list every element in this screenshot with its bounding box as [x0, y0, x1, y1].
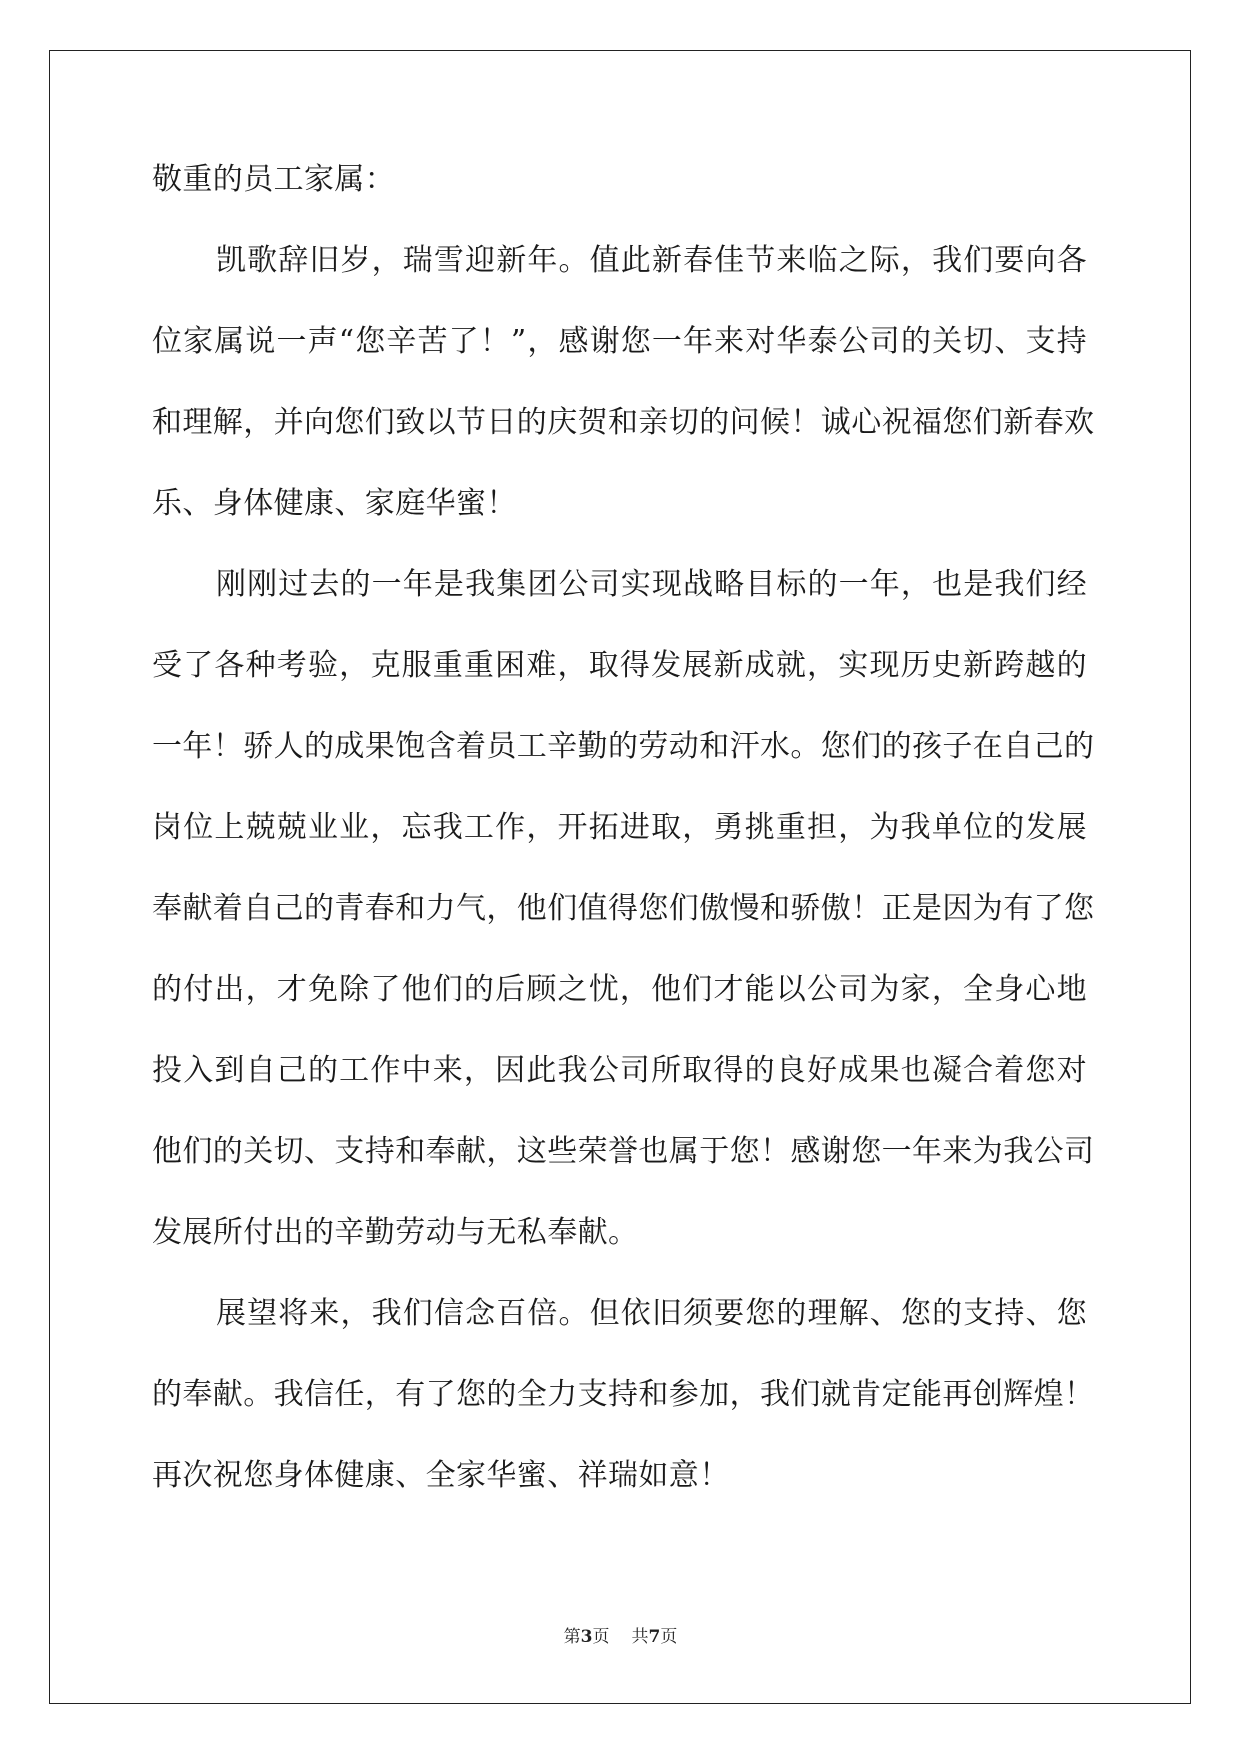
paragraph-1-line-3: 和理解，并向您们致以节日的庆贺和亲切的问候！诚心祝福您们新春欢	[152, 405, 1095, 440]
page-suffix: 页	[592, 1627, 610, 1647]
total-prefix: 共	[631, 1627, 649, 1647]
page-prefix: 第	[563, 1627, 581, 1647]
paragraph-2-line-6: 的付出，才免除了他们的后顾之忧，他们才能以公司为家，全身心地	[152, 972, 1087, 1007]
total-suffix: 页	[660, 1627, 678, 1647]
page-footer	[0, 1626, 1241, 1648]
paragraph-2-line-8: 他们的关切、支持和奉献，这些荣誉也属于您！感谢您一年来为我公司	[152, 1134, 1095, 1169]
paragraph-2-line-4: 岗位上兢兢业业，忘我工作，开拓进取，勇挑重担，为我单位的发展	[152, 810, 1087, 845]
page-number: 3	[580, 1627, 593, 1647]
paragraph-3-line-3: 再次祝您身体健康、全家华蜜、祥瑞如意！	[152, 1458, 730, 1493]
paragraph-2-line-7: 投入到自己的工作中来，因此我公司所取得的良好成果也凝合着您对	[152, 1053, 1087, 1088]
letter-body	[152, 160, 1095, 1537]
paragraph-3-line-2: 的奉献。我信任，有了您的全力支持和参加，我们就肯定能再创辉煌！	[152, 1377, 1095, 1412]
page-total: 7	[648, 1627, 661, 1647]
paragraph-1-line-1: 凯歌辞旧岁，瑞雪迎新年。值此新春佳节来临之际，我们要向各	[216, 243, 1087, 278]
paragraph-2-line-3: 一年！骄人的成果饱含着员工辛勤的劳动和汗水。您们的孩子在自己的	[152, 729, 1095, 764]
paragraph-2-line-2: 受了各种考验，克服重重困难，取得发展新成就，实现历史新跨越的	[152, 648, 1087, 683]
paragraph-2-line-9: 发展所付出的辛勤劳动与无私奉献。	[152, 1215, 639, 1250]
salutation: 敬重的员工家属：	[152, 162, 396, 197]
paragraph-1-line-4: 乐、身体健康、家庭华蜜！	[152, 486, 517, 521]
paragraph-1-line-2: 位家属说一声“您辛苦了！”，感谢您一年来对华泰公司的关切、支持	[152, 324, 1087, 359]
paragraph-2-line-5: 奉献着自己的青春和力气，他们值得您们傲慢和骄傲！正是因为有了您	[152, 891, 1095, 926]
paragraph-3-line-1: 展望将来，我们信念百倍。但依旧须要您的理解、您的支持、您	[216, 1296, 1087, 1331]
paragraph-2-line-1: 刚刚过去的一年是我集团公司实现战略目标的一年，也是我们经	[216, 567, 1087, 602]
